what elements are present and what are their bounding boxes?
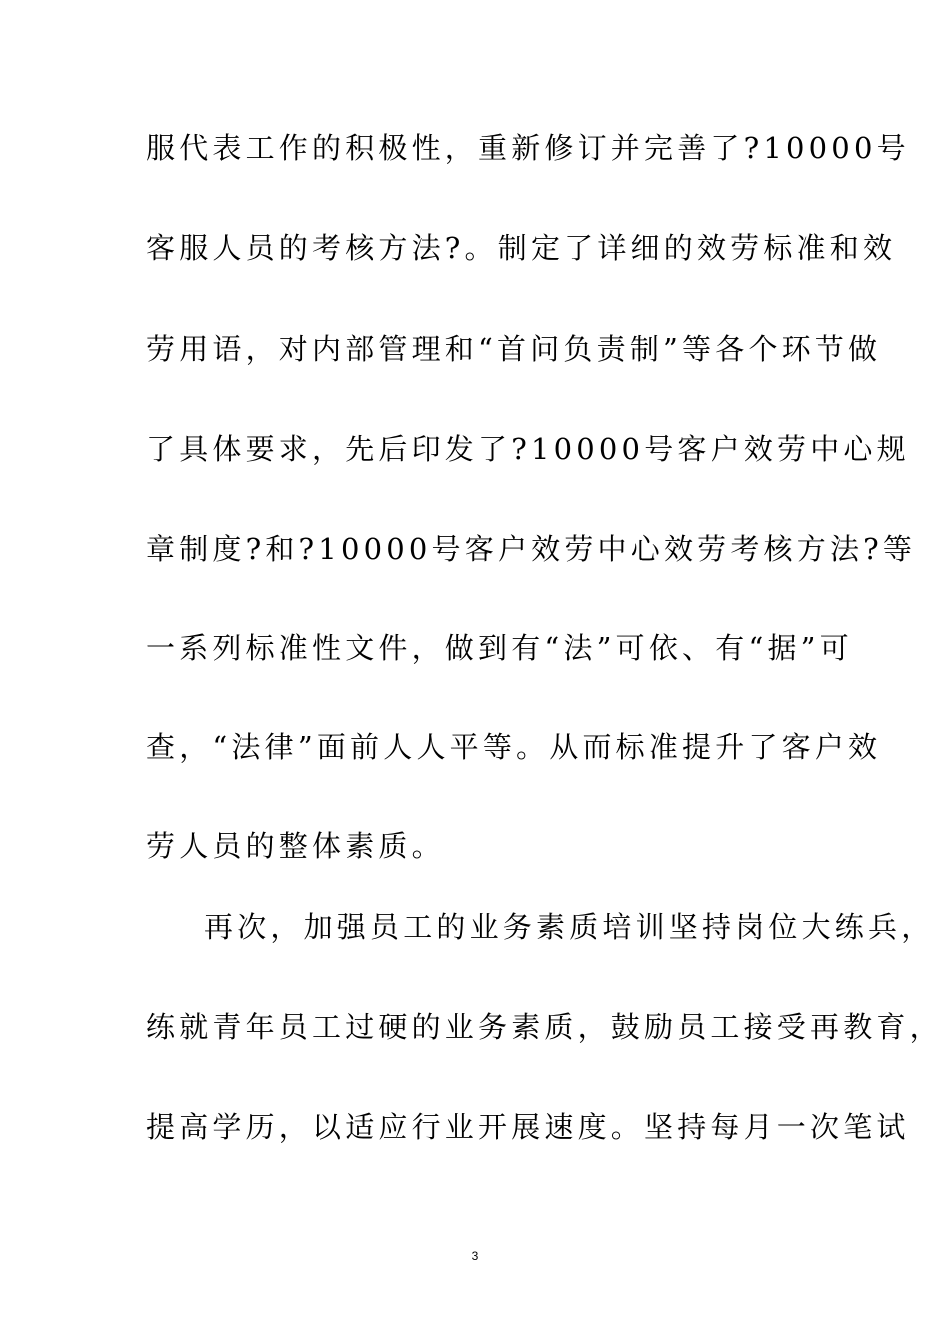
text-line-6: 一系列标准性文件，做到有“法”可依、有“据”可 (146, 631, 853, 665)
text-line-10: 练就青年员工过硬的业务素质，鼓励员工接受再教育， (146, 1010, 943, 1044)
text-line-8: 劳人员的整体素质。 (146, 829, 445, 863)
text-line-4: 了具体要求，先后印发了?10000号客户效劳中心规 (146, 432, 910, 466)
page-number: 3 (471, 1249, 479, 1263)
text-line-3: 劳用语，对内部管理和“首问负责制”等各个环节做 (146, 332, 882, 366)
text-line-2: 客服人员的考核方法?。制定了详细的效劳标准和效 (146, 231, 897, 265)
text-line-7: 查，“法律”面前人人平等。从而标准提升了客户效 (146, 730, 882, 764)
text-line-11: 提高学历，以适应行业开展速度。坚持每月一次笔试 (146, 1110, 910, 1144)
text-line-5: 章制度?和?10000号客户效劳中心效劳考核方法?等 (146, 532, 917, 566)
text-line-9: 再次，加强员工的业务素质培训坚持岗位大练兵， (204, 910, 935, 944)
text-line-1: 服代表工作的积极性，重新修订并完善了?10000号 (146, 131, 910, 165)
